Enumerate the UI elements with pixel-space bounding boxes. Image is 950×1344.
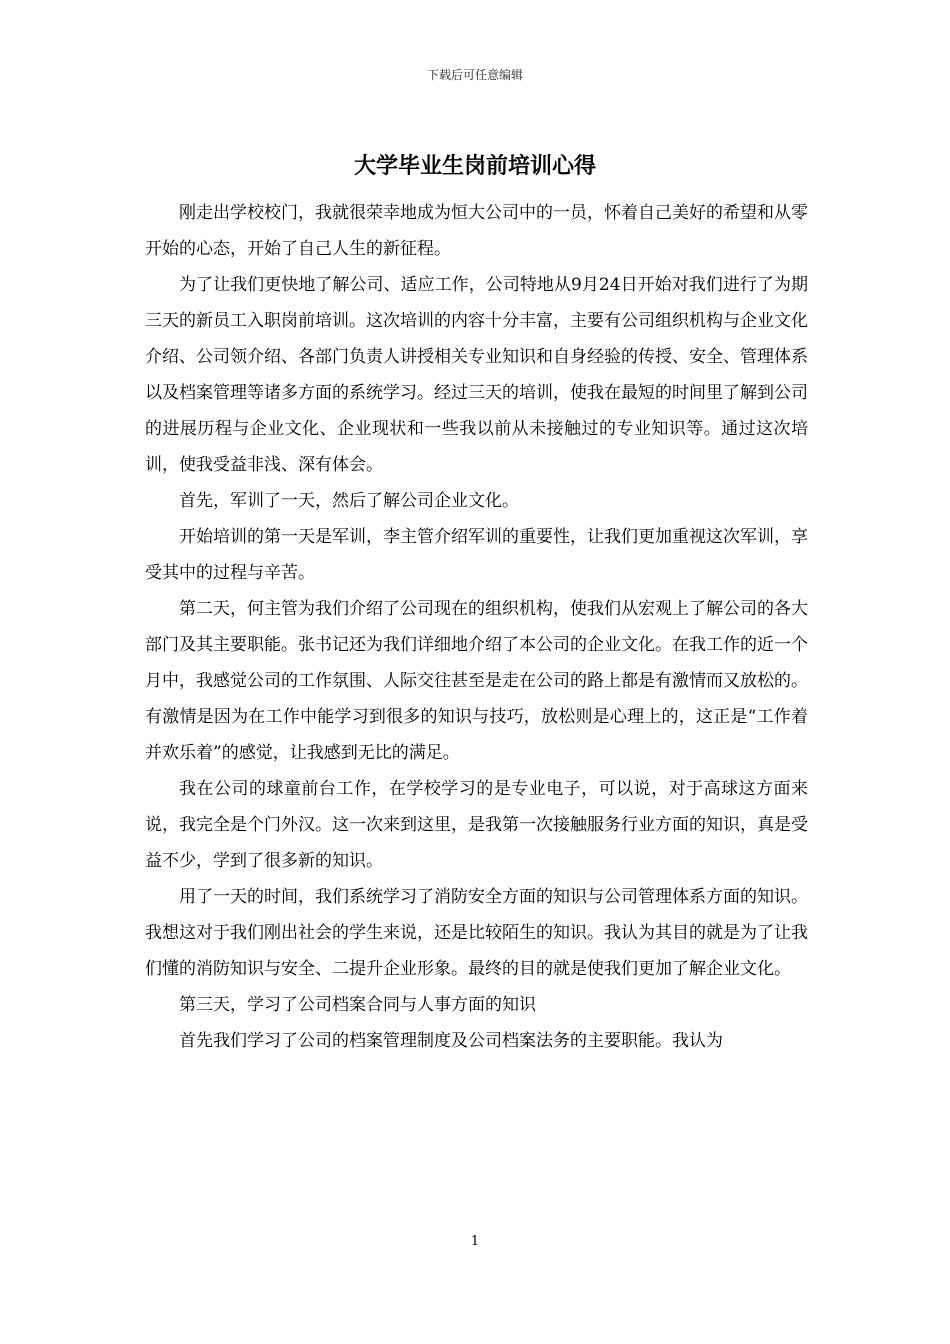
paragraph: 刚走出学校校门，我就很荣幸地成为恒大公司中的一员，怀着自己美好的希望和从零开始的心态，开始了自己人生的新征程。 [145,203,808,259]
paragraph: 首先，军训了一天，然后了解公司企业文化。 [179,491,519,511]
paragraph: 为了让我们更快地了解公司、适应工作，公司特地从9月24日开始对我们进行了为期三天的新员工入职岗前培训。这次培训的内容十分丰富，主要有公司组织机构与企业文化介绍、公司领介绍、各部门负责人讲授相关专业知识和自身经验的传授、安全、管理体系以及档案管理等诸多方面的系统学习。经过三天的培训，使我在最短的时间里了解到公司的进展历程与企业文化、企业现状和一些我以前从未接触过的专业知识等。通过这次培训，使我受益非浅、深有体会。 [145,275,808,475]
paragraph: 首先我们学习了公司的档案管理制度及公司档案法务的主要职能。我认为 [179,1031,723,1051]
page-header: 下载后可任意编辑 [426,68,523,82]
document-body [145,195,808,1059]
page-number: 1 [470,1234,480,1249]
paragraph: 第二天，何主管为我们介绍了公司现在的组织机构，使我们从宏观上了解公司的各大部门及其主要职能。张书记还为我们详细地介绍了本公司的企业文化。在我工作的近一个月中，我感觉公司的工作氛围、人际交往甚至是走在公司的路上都是有激情而又放松的。有激情是因为在工作中能学习到很多的知识与技巧，放松则是心理上的，这正是“工作着并欢乐着”的感觉，让我感到无比的满足。 [145,599,808,763]
paragraph: 开始培训的第一天是军训，李主管介绍军训的重要性，让我们更加重视这次军训，享受其中的过程与辛苦。 [145,527,808,583]
paragraph: 我在公司的球童前台工作，在学校学习的是专业电子，可以说，对于高球这方面来说，我完全是个门外汉。这一次来到这里，是我第一次接触服务行业方面的知识，真是受益不少，学到了很多新的知识。 [145,779,808,871]
document-title: 大学毕业生岗前培训心得 [353,154,596,179]
paragraph: 第三天，学习了公司档案合同与人事方面的知识 [179,995,536,1015]
paragraph: 用了一天的时间，我们系统学习了消防安全方面的知识与公司管理体系方面的知识。我想这对于我们刚出社会的学生来说，还是比较陌生的知识。我认为其目的就是为了让我们懂的消防知识与安全、二提升企业形象。最终的目的就是使我们更加了解企业文化。 [145,887,808,979]
